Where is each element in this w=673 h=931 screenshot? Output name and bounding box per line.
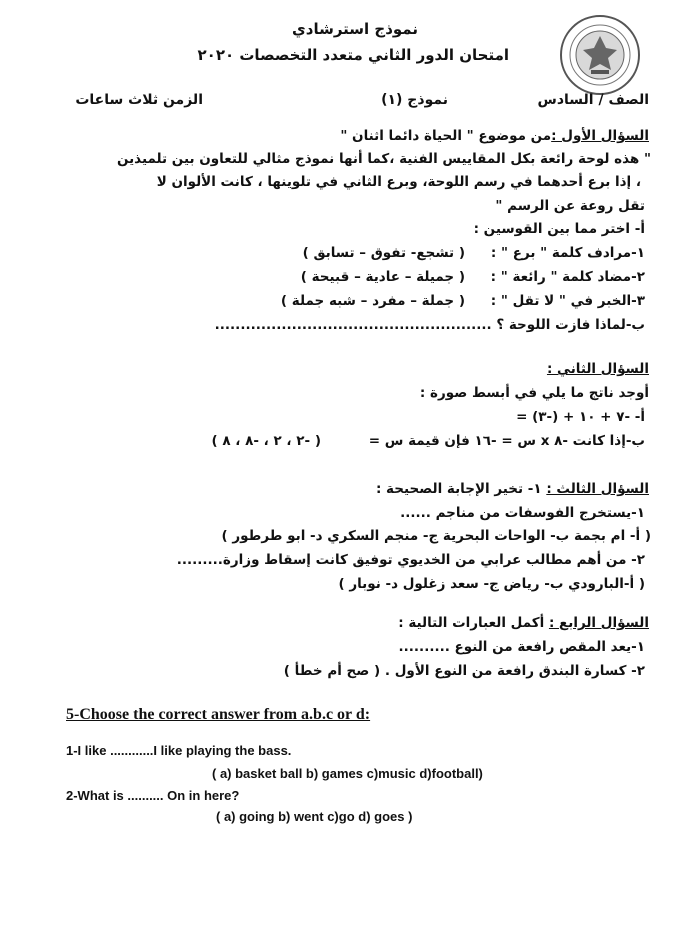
q1-heading: السؤال الأول : bbox=[551, 128, 649, 144]
q1-passage-line-3: تقل روعة عن الرسم " bbox=[495, 198, 645, 214]
q1-part-b-dots: ...................................................... bbox=[214, 317, 492, 333]
q5-heading: 5-Choose the correct answer from a.b.c or d: bbox=[66, 706, 371, 723]
q1-item-3-label: ٣-الخبر في " لا تقل " : bbox=[490, 293, 645, 309]
q4-heading: السؤال الرابع : bbox=[548, 615, 649, 631]
q4-heading-line bbox=[398, 615, 649, 631]
q4-item-2-hint: ( صح أم خطأ ) bbox=[283, 663, 381, 679]
q1-item-3-options: ( جملة – مفرد – شبه جملة ) bbox=[280, 293, 465, 309]
q1-passage-line-2: ، إذا برع أحدهما في رسم اللوحة، وبرع الثاني في تلوينها ، كانت الألوان لا bbox=[156, 174, 641, 190]
q2-intro: أوجد ناتج ما يلي في أبسط صورة : bbox=[419, 385, 649, 401]
q3-heading-line bbox=[376, 481, 649, 497]
q4-item-2: ٢- كسارة البندق رافعة من النوع الأول . bbox=[384, 663, 645, 679]
exam-header-title: نموذج استرشادي bbox=[292, 20, 418, 38]
q5-item-2-options: ( a) going b) went c)go d) goes ) bbox=[216, 809, 413, 824]
q2-part-b-options: ( -٢ ، ٢ ، -٨ ، ٨ ) bbox=[211, 433, 321, 449]
q2-part-b: ب-إذا كانت -٨ x س = -١٦ فإن قيمة س = bbox=[368, 433, 645, 449]
q1-part-b: ب-لماذا فازت اللوحة ؟ bbox=[496, 317, 645, 333]
q1-topic: من موضوع " الحياة دائما اثنان " bbox=[340, 128, 552, 144]
q3-item-2-options: ( أ-البارودي ب- رياض ج- سعد زغلول د- نوبار ) bbox=[338, 576, 645, 592]
q1-part-b-line bbox=[215, 317, 645, 333]
exam-header-subtitle: امتحان الدور الثاني متعدد التخصصات ٢٠٢٠ bbox=[197, 46, 509, 64]
q5-item-1: 1-I like ............I like playing the bass. bbox=[66, 743, 292, 758]
q1-part-a: أ- اختر مما بين القوسين : bbox=[473, 221, 645, 237]
grade-label: الصف / السادس bbox=[537, 92, 649, 108]
q1-item-1-options: ( تشجع- تفوق – تسابق ) bbox=[302, 245, 465, 261]
q4-instruction: أكمل العبارات التالية : bbox=[398, 615, 545, 631]
q3-item-2: ٢- من أهم مطالب عرابي من الخديوي توفيق كانت إسقاط وزارة......... bbox=[176, 552, 645, 568]
model-label: نموذج (١) bbox=[381, 92, 448, 108]
duration-label: الزمن ثلاث ساعات bbox=[75, 92, 203, 108]
q5-item-1-options: ( a) basket ball b) games c)music d)football) bbox=[212, 766, 483, 781]
q3-item-1-options: ( أ- ام بجمة ب- الواحات البحرية ج- منجم السكري د- ابو طرطور ) bbox=[221, 528, 651, 544]
q2-heading: السؤال الثاني : bbox=[546, 361, 649, 377]
q3-item-1: ١-يستخرج الفوسفات من مناجم ...... bbox=[400, 505, 645, 521]
q1-item-1-label: ١-مرادف كلمة " برع " : bbox=[490, 245, 645, 261]
q4-item-1: ١-يعد المقص رافعة من النوع .......... bbox=[398, 639, 645, 655]
q4-item-2-line bbox=[284, 663, 645, 679]
q1-item-2-options: ( جميلة – عادية – قبيحة ) bbox=[300, 269, 465, 285]
q2-part-a: أ- -٧ + ١٠ + (-٣) = bbox=[516, 409, 645, 425]
ministry-seal-icon bbox=[559, 14, 641, 96]
q1-heading-line bbox=[340, 128, 649, 144]
q1-item-2-label: ٢-مضاد كلمة " رائعة " : bbox=[490, 269, 645, 285]
q1-passage-line-1: " هذه لوحة رائعة بكل المقاييس الفنية ،كما أنها نموذج مثالي للتعاون بين تلميذين bbox=[116, 151, 651, 167]
q3-instruction: ١- تخير الإجابة الصحيحة : bbox=[375, 481, 542, 497]
q3-heading: السؤال الثالث : bbox=[546, 481, 649, 497]
q5-item-2: 2-What is .......... On in here? bbox=[66, 788, 240, 803]
